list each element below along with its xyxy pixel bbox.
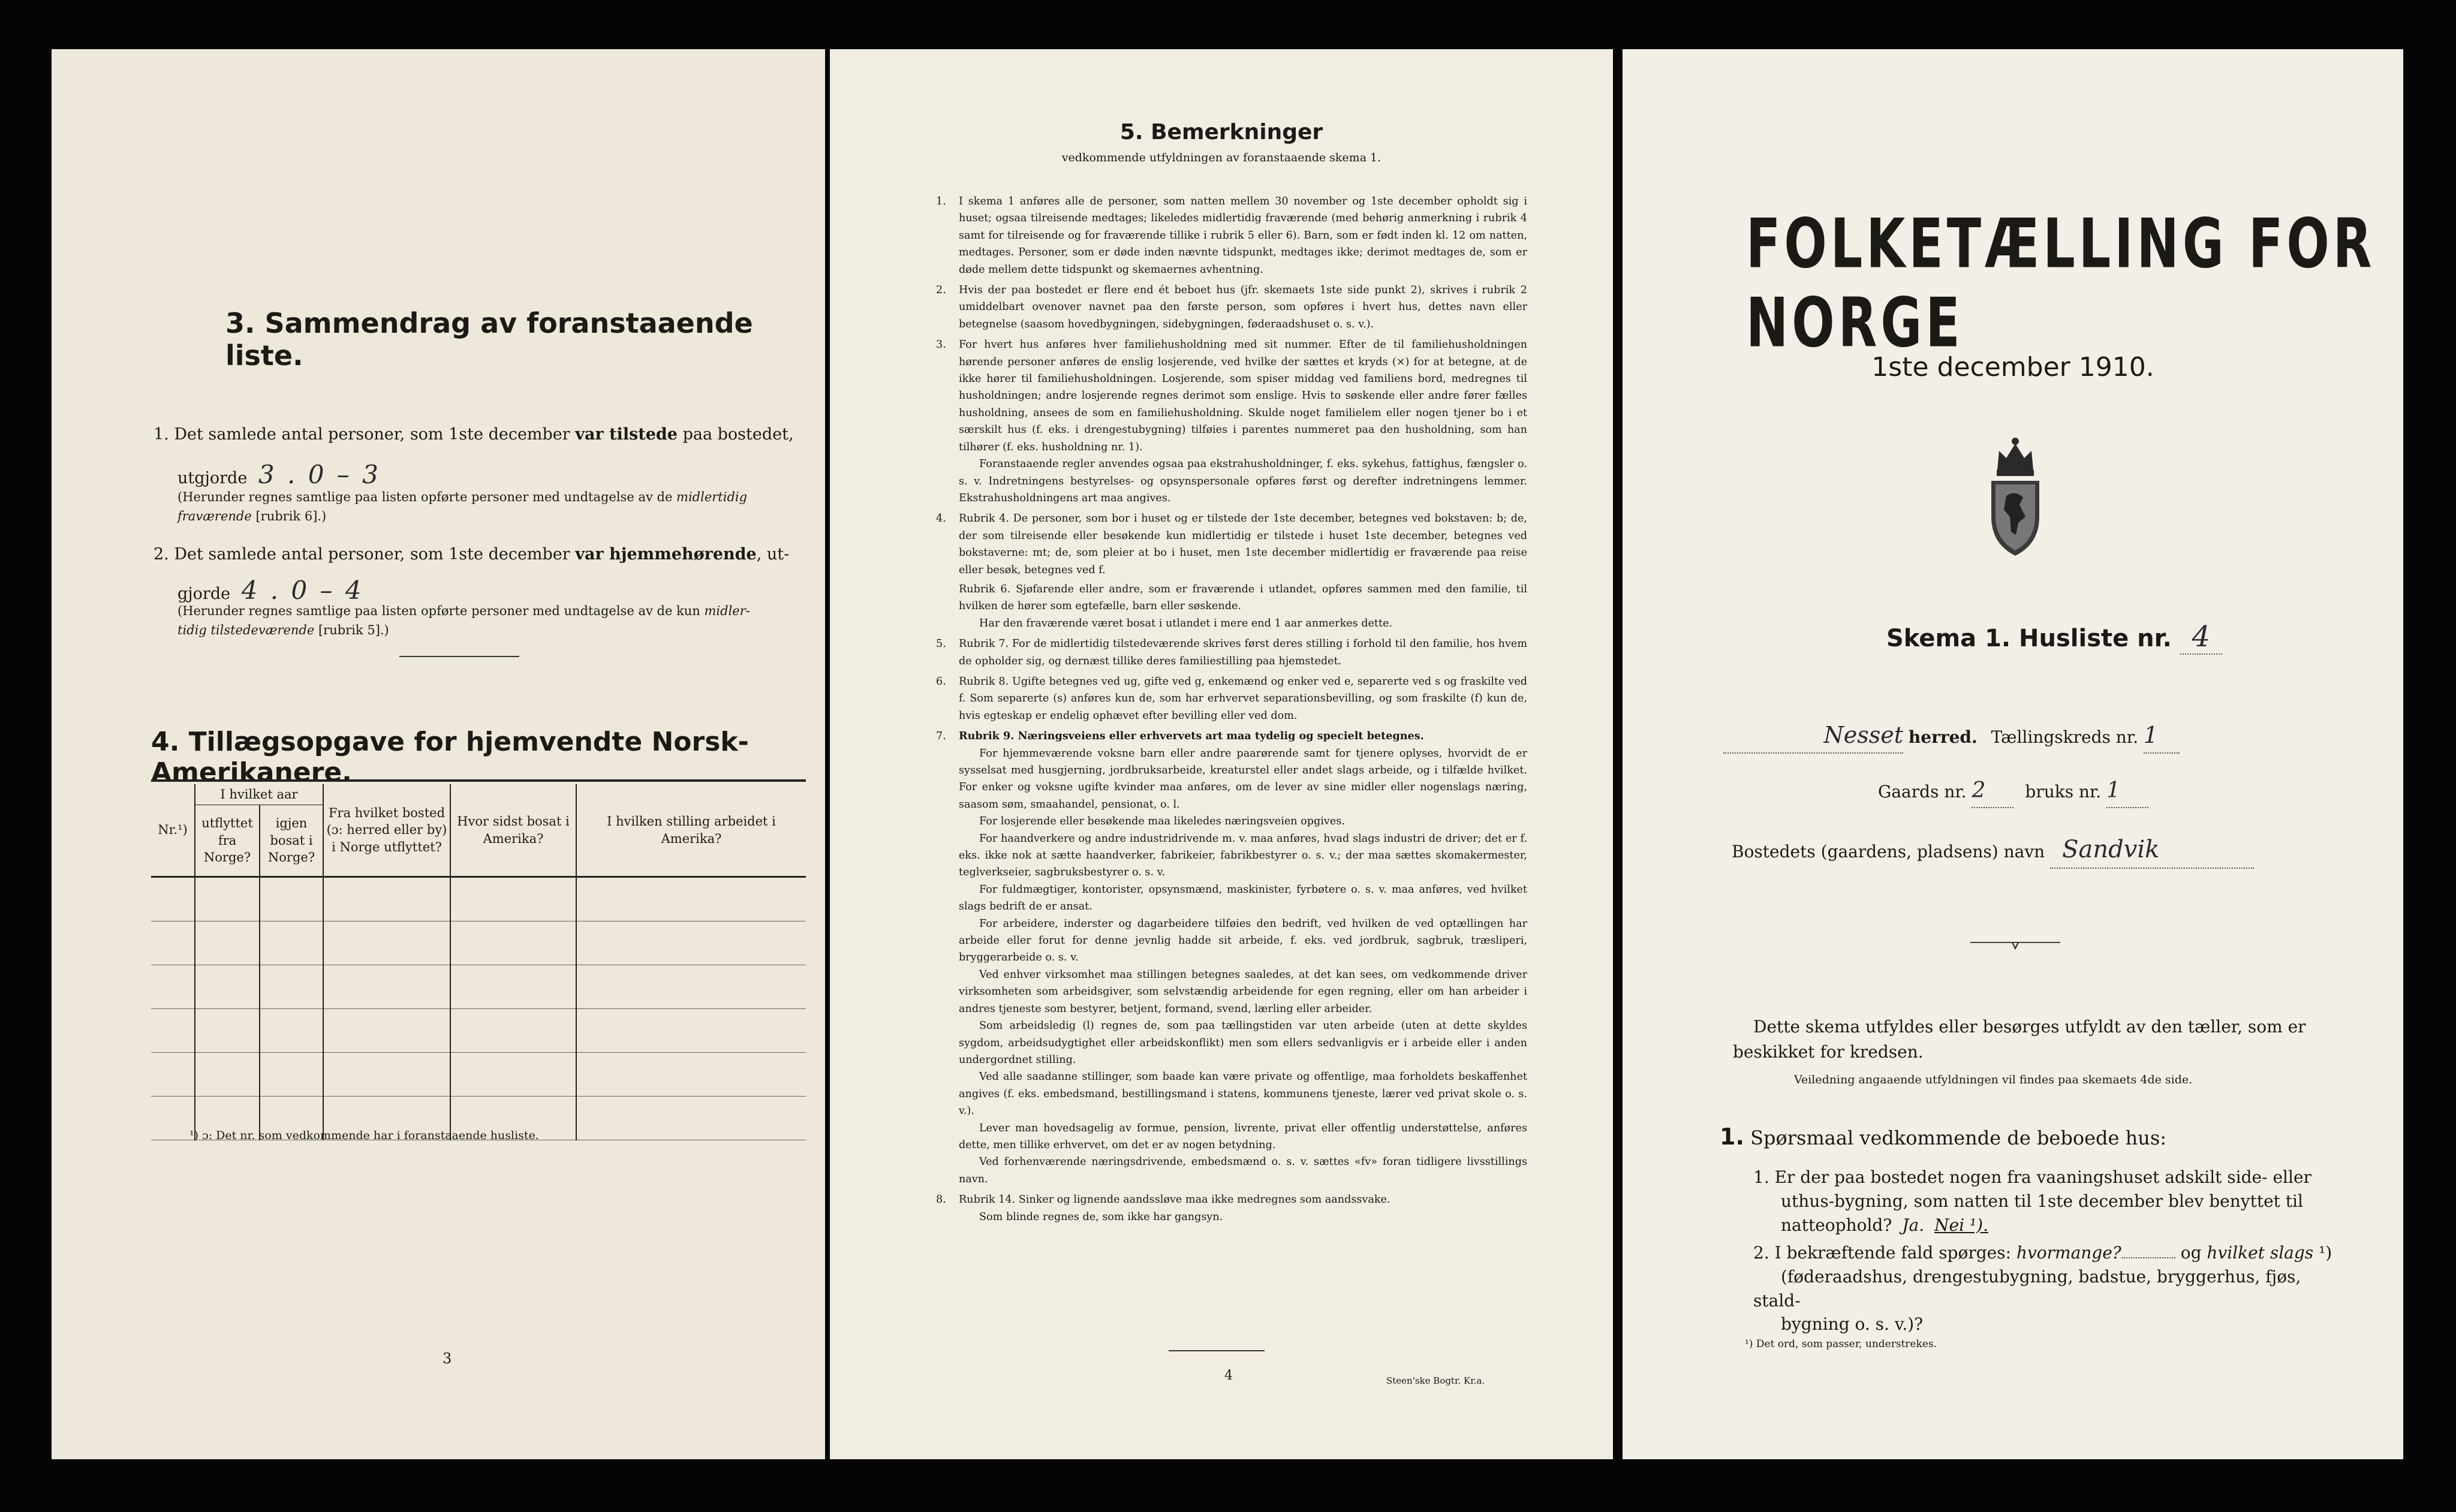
col-utflyttet: utflyttet fra Norge? bbox=[195, 805, 260, 877]
remark-7f: For arbeidere, inderster og dagarbeidere tilføies den bedrift, ved hvilken de ved optællingen har arbeide eller forut for denne jevnlig hadde sit arbeide, f. eks. ved jordbruk, sagbruk, træsliperi, bryggerarbeide o. s. v. bbox=[959, 917, 1527, 964]
question-2: 2. I bekræftende fald spørges: hvormange? og hvilket slags ¹) (føderaadshus, drengestubygning, badstue, bryggerhus, fjøs, stald- bygning o. s. v.)? bbox=[1753, 1243, 2332, 1335]
left-page bbox=[52, 49, 825, 1459]
item1-note: (Herunder regnes samtlige paa listen opførte personer med undtagelse av de midlertidig fraværende [rubrik 6].) bbox=[177, 490, 748, 523]
table-row bbox=[151, 1053, 806, 1097]
middle-page bbox=[830, 49, 1613, 1459]
remark-8: 8. Rubrik 14. Sinker og lignende aandssløve maa ikke medregnes som aandssvake. bbox=[936, 1194, 1390, 1206]
skema-label: Skema 1. Husliste nr. 4 bbox=[1886, 620, 2222, 655]
divider bbox=[399, 656, 519, 657]
herred-value: Nesset bbox=[1823, 722, 1903, 748]
col-group-hvilket-aar: I hvilket aar bbox=[195, 784, 323, 805]
divider bbox=[1169, 1350, 1265, 1351]
col-stilling: I hvilken stilling arbeidet i Amerika? bbox=[576, 784, 806, 877]
right-footnote: ¹) Det ord, som passer, understrekes. bbox=[1745, 1338, 1937, 1350]
remark-7j: Lever man hovedsagelig av formue, pension, livrente, privat eller offentlig understøttelse, anføres dette, men tillike erhvervet, om det er av nogen betydning. bbox=[959, 1122, 1527, 1151]
item1-utgjorde: utgjorde 3 . 0 – 3 bbox=[177, 460, 381, 489]
remark-7d: For haandverkere og andre industridrivende m. v. maa anføres, hvad slags industri de driver; det er f. eks. ikke nok at sætte haandverker, fabrikeier, fabrikbestyrer o. s. v.; der maa sættes skomakermester, teglverkseier, sagbruksbestyrer o. s. v. bbox=[959, 832, 1527, 879]
remark-4c: Har den fraværende været bosat i utlandet i mere end 1 aar anmerkes dette. bbox=[979, 617, 1393, 630]
printer-mark: Steen'ske Bogtr. Kr.a. bbox=[1386, 1375, 1485, 1386]
remark-8b: Som blinde regnes de, som ikke har gangsyn. bbox=[979, 1210, 1223, 1223]
item2-note: (Herunder regnes samtlige paa listen opførte personer med undtagelse av de kun midler- tidig tilstedeværende [rubrik 5].) bbox=[177, 604, 750, 637]
veiledning-note: Veiledning angaaende utfyldningen vil findes paa skemaets 4de side. bbox=[1794, 1073, 2193, 1086]
item2-utgjorde: gjorde 4 . 0 – 4 bbox=[177, 576, 364, 605]
coat-of-arms-icon bbox=[1982, 433, 2048, 559]
gaards-line: Gaards nr. 2 bruks nr. 1 bbox=[1878, 775, 2148, 808]
kreds-value: 1 bbox=[2143, 722, 2159, 748]
table-row bbox=[151, 965, 806, 1009]
form-title: FOLKETÆLLING FOR NORGE bbox=[1746, 204, 2376, 363]
remarks-body bbox=[936, 193, 1527, 1225]
col-igjen-bosat: igjen bosat i Norge? bbox=[260, 805, 323, 877]
remark-7g: Ved enhver virksomhet maa stillingen betegnes saaledes, at det kan sees, om vedkommende driver virksomheten som arbeidsgiver, som selvstændig arbeidende for egen regning, eller om han arbeider i andres tjeneste som bestyrer, betjent, formand, svend, lærling eller arbeider. bbox=[959, 968, 1527, 1015]
remark-5: 5. Rubrik 7. For de midlertidig tilstedeværende skrives først deres stilling i forhold til den familie, hos hvem de opholder sig, og dernæst tillike deres familiestilling paa hjemstedet. bbox=[936, 638, 1527, 667]
census-date: 1ste december 1910. bbox=[1871, 352, 2154, 382]
remark-7h: Som arbeidsledig (l) regnes de, som paa tællingstiden var uten arbeide (uten at dette skyldes sygdom, arbeidsudygtighet eller arbeidskonflikt) men som ellers sedvanligvis er i arbeide eller i anden undergordnet stilling. bbox=[959, 1020, 1527, 1066]
table-row bbox=[151, 1009, 806, 1053]
item1-handwritten-value: 3 . 0 – 3 bbox=[258, 460, 381, 489]
item1-text: 1. Det samlede antal personer, som 1ste december var tilstede paa bostedet, bbox=[154, 425, 794, 444]
left-footnote: ¹) ɔ: Det nr. som vedkommende har i foranstaaende husliste. bbox=[189, 1129, 539, 1142]
bosted-line: Bostedets (gaardens, pladsens) navn Sandvik bbox=[1732, 832, 2331, 869]
remark-7c: For losjerende eller besøkende maa likeledes næringsveien opgives. bbox=[979, 815, 1345, 828]
item2-handwritten-value: 4 . 0 – 4 bbox=[241, 576, 364, 605]
remark-3: 3. For hvert hus anføres hver familiehusholdning med sit nummer. Efter de til familiehusholdningen hørende personer anføres de enslig losjerende, ved hvilke der sættes et kryds (×) for at betegne, at de ikke hører til familiehusholdningen. Losjerende, som spiser middag ved familiens bord, medregnes til husholdningen; andre losjerende regnes derimot som enslige. Hvis to søskende eller andre fører fælles husholdning, ansees de som en familiehusholdning. Skulde noget familielem eller nogen tjener bo i et særskilt hus (f. eks. i drengestubygning) tilføies i parentes nummeret paa den husholdning, som han tilhører (f. eks. husholdning nr. 1). bbox=[936, 339, 1527, 453]
remark-7i: Ved alle saadanne stillinger, som baade kan være private og offentlige, maa forholdets beskaffenhet angives (f. eks. embedsmand, bestillingsmand i statens, kommunens tjeneste, lærer ved privat skole o. s. v.). bbox=[959, 1071, 1527, 1118]
remark-3b: Foranstaaende regler anvendes ogsaa paa ekstrahusholdninger, f. eks. sykehus, fattighus, fængsler o. s. v. Indretningens bestyrelses- og opsynspersonale opføres først og derefter indretningens lemmer. Ekstrahusholdningens art maa angives. bbox=[959, 458, 1527, 504]
q1-nei-option: Nei ¹). bbox=[1934, 1215, 1988, 1235]
remark-6: 6. Rubrik 8. Ugifte betegnes ved ug, gifte ved g, enkemænd og enker ved e, separerte ved s og fraskilte ved f. Som separerte (s) anføres kun de, som har erhvervet separationsbevilling, og som fraskilte (f) kun de, hvis egteskap er endelig ophævet efter bevilling eller ved dom. bbox=[936, 675, 1527, 722]
remark-7k: Ved forhenværende næringsdrivende, embedsmænd o. s. v. sættes «fv» foran tidligere livsstillings navn. bbox=[959, 1156, 1527, 1185]
right-page bbox=[1623, 49, 2403, 1459]
section4-title: 4. Tillægsopgave for hjemvendte Norsk-Amerikanere. bbox=[151, 727, 749, 788]
remarks-title: 5. Bemerkninger bbox=[1119, 120, 1323, 144]
remark-7b: For hjemmeværende voksne barn eller andre paarørende samt for tjenere oplyses, hvorvidt de er sysselsat med husgjerning, jordbruksarbeide, kreaturstel eller andet slags arbeide, og i tilfælde hvilket. For enker og voksne ugifte kvinder maa anføres, om de lever av sine midler eller nogenslags næring, saasom søm, smaahandel, pensionat, o. l. bbox=[959, 747, 1527, 811]
questions-heading: 1. Spørsmaal vedkommende de beboede hus: bbox=[1720, 1124, 2167, 1150]
table-row bbox=[151, 921, 806, 965]
table-top-rule bbox=[151, 779, 806, 782]
herred-line: Nesset herred. Tællingskreds nr. 1 bbox=[1723, 718, 2323, 754]
remark-7e: For fuldmægtiger, kontorister, opsynsmænd, maskinister, fyrbøtere o. s. v. maa anføres, ved hvilket slags bedrift de er ansat. bbox=[959, 883, 1527, 913]
bruks-value: 1 bbox=[2106, 778, 2121, 803]
gaards-value: 2 bbox=[1972, 778, 1986, 803]
remark-2: 2. Hvis der paa bostedet er flere end ét beboet hus (jfr. skemaets 1ste side punkt 2), skrives i rubrik 2 umiddelbart ovenover navnet paa den første person, som opføres i hvert hus, dettes navn eller betegnelse (saasom hovedbygningen, sidebygningen, føderaadshuset o. s. v.). bbox=[936, 284, 1527, 330]
table-row bbox=[151, 877, 806, 921]
intro-text: Dette skema utfyldes eller besørges utfyldt av den tæller, som er beskikket for kredsen. bbox=[1733, 1017, 2306, 1062]
remark-4b: Rubrik 6. Sjøfarende eller andre, som er fraværende i utlandet, opføres sammen med den familie, til hvilken de hører som egtefælle, barn eller søskende. bbox=[959, 583, 1527, 613]
question-1: 1. Er der paa bostedet nogen fra vaaningshuset adskilt side- eller uthus-bygning, som natten til 1ste december blev benyttet til natteophold? Ja. Nei ¹). bbox=[1753, 1167, 2311, 1235]
ornament-divider bbox=[1970, 938, 2060, 950]
remark-1: 1. I skema 1 anføres alle de personer, som natten mellem 30 november og 1ste december opholdt sig i huset; ogsaa tilreisende medtages; likeledes midlertidig fraværende (med behørig anmerkning i rubrik 4 samt for tilreisende og for fraværende tillike i rubrik 5 eller 6). Barn, som er født inden kl. 12 om natten, medtages. Personer, som er døde inden nævnte tidspunkt, medtages ikke; derimot medtages de, som er døde mellem dette tidspunkt og skemaernes avhentning. bbox=[936, 195, 1527, 276]
col-hvor-sidst: Hvor sidst bosat i Amerika? bbox=[450, 784, 576, 877]
col-nr: Nr.¹) bbox=[151, 784, 195, 877]
page-number: 3 bbox=[443, 1350, 452, 1367]
remark-7: 7. Rubrik 9. Næringsveiens eller erhvervets art maa tydelig og specielt betegnes. bbox=[936, 730, 1424, 743]
bosted-value: Sandvik bbox=[2062, 836, 2160, 863]
remark-4: 4. Rubrik 4. De personer, som bor i huset og er tilstede der 1ste december, betegnes ved bokstaven: b; de, der som tilreisende eller besøkende kun midlertidig er tilstede i huset 1ste december, betegnes ved bokstaverne: mt; de, som pleier at bo i huset, men 1ste december midlertidig er fraværende paa reise eller besøk, betegnes ved f. bbox=[936, 513, 1527, 576]
husliste-nr-value: 4 bbox=[2180, 620, 2222, 655]
col-fra-bosted: Fra hvilket bosted (ɔ: herred eller by) i Norge utflyttet? bbox=[323, 784, 450, 877]
section3-title: 3. Sammendrag av foranstaaende liste. bbox=[225, 307, 753, 372]
remarks-subtitle: vedkommende utfyldningen av foranstaaende skema 1. bbox=[1061, 151, 1382, 164]
norsk-amerikanere-table bbox=[151, 784, 806, 1140]
item2-text: 2. Det samlede antal personer, som 1ste december var hjemmehørende, ut- bbox=[154, 545, 790, 564]
page-number: 4 bbox=[1224, 1368, 1233, 1383]
